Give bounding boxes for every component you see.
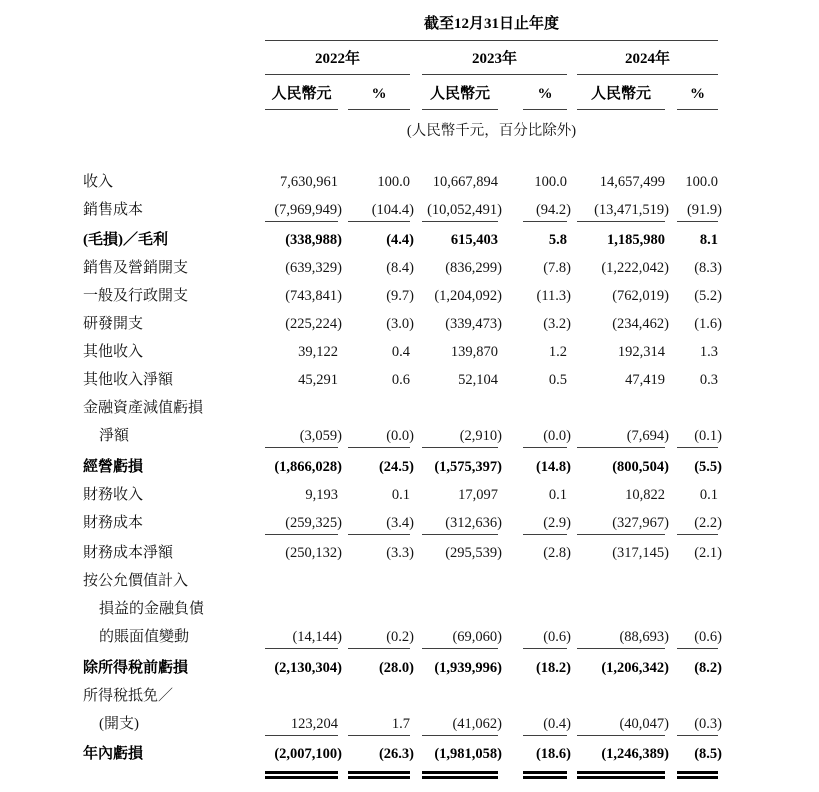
cell-value (677, 370, 718, 391)
cell-value (422, 258, 502, 279)
subcolumn-label: % (690, 86, 705, 102)
cell-value-text: (7.8) (543, 260, 571, 276)
cell-value-text: (2.2) (694, 514, 722, 531)
cell-value-text: 10,822 (625, 486, 665, 503)
row-label: 一般及行政開支 (83, 288, 189, 304)
subcolumn-header-row (83, 75, 718, 110)
cell-value (422, 314, 502, 335)
cell-value-text: (0.2) (386, 629, 414, 645)
cell-value-text: (800,504) (612, 458, 669, 475)
cell-value-text: (88,693) (619, 629, 669, 645)
subcolumn-header-rmb (422, 75, 498, 110)
cell-value-text: (14,144) (292, 629, 342, 645)
cell-value-text: 47,419 (625, 372, 665, 388)
cell-value-text: (0.0) (386, 428, 414, 444)
row-label: (開支) (99, 715, 139, 732)
row-label: 其他收入淨額 (83, 372, 174, 388)
cell-value-text: (1,981,058) (434, 746, 502, 762)
cell-value-text: (7,969,949) (274, 201, 342, 218)
cell-value (677, 485, 718, 506)
cell-value (348, 714, 410, 736)
cell-value-text: (14.8) (535, 458, 571, 475)
table-row (83, 540, 722, 568)
cell-value (523, 230, 567, 251)
cell-value (523, 286, 571, 307)
table-row (83, 654, 722, 682)
cell-value (677, 658, 722, 679)
year-label: 2024年 (624, 51, 670, 67)
cell-value-text: (11.3) (536, 288, 571, 304)
double-rule-cell (265, 771, 338, 779)
cell-value-text: (225,224) (285, 316, 342, 332)
cell-value (348, 286, 414, 307)
cell-value (422, 744, 502, 765)
row-label: 銷售成本 (83, 201, 144, 218)
period-header-row (265, 10, 718, 41)
cell-value (422, 658, 502, 679)
cell-value (422, 200, 502, 222)
cell-value (577, 342, 665, 363)
cell-value (577, 485, 665, 506)
cell-value (348, 426, 414, 448)
cell-value-text: (338,988) (285, 232, 342, 248)
table-row (83, 481, 718, 509)
row-label: 所得稅抵免／ (83, 687, 174, 704)
cell-value (577, 314, 669, 335)
cell-value (348, 513, 414, 535)
cell-value-text: 0.6 (391, 372, 410, 388)
cell-value (577, 200, 669, 222)
cell-value (265, 658, 342, 679)
cell-value (265, 744, 342, 765)
cell-value (523, 200, 571, 222)
cell-value-text: (2,910) (459, 428, 502, 444)
cell-value (348, 200, 414, 222)
cell-value-text: 0.1 (699, 486, 718, 503)
cell-value (348, 744, 414, 765)
table-row (83, 283, 722, 311)
table-row (83, 453, 722, 481)
subcolumn-label: % (371, 86, 387, 102)
cell-value-text: (339,473) (445, 316, 502, 332)
cell-value-text: (2,130,304) (274, 659, 342, 676)
cell-value-text: 10,667,894 (432, 173, 498, 190)
cell-value-text: (1,575,397) (434, 458, 502, 475)
cell-value (523, 513, 571, 535)
cell-value-text: (639,329) (285, 260, 342, 276)
cell-value (677, 286, 722, 307)
cell-value (523, 658, 571, 679)
cell-value (348, 658, 414, 679)
table-row (83, 710, 722, 741)
cell-value-text: 45,291 (298, 372, 338, 388)
table-row (83, 168, 718, 196)
cell-value (348, 314, 414, 335)
cell-value-text: (1,866,028) (274, 458, 342, 475)
cell-value-text: (7,694) (626, 428, 669, 444)
cell-value-text: (91.9) (686, 201, 722, 218)
cell-value (265, 258, 342, 279)
cell-value (677, 172, 718, 193)
double-rule-bar (422, 771, 498, 779)
cell-value (265, 714, 338, 736)
cell-value (265, 513, 342, 535)
cell-value-text: 5.8 (548, 232, 567, 248)
subcolumn-label: 人民幣元 (429, 86, 490, 102)
cell-value (677, 342, 718, 363)
row-label: 年內虧損 (83, 746, 144, 762)
row-label: 銷售及營銷開支 (83, 260, 189, 276)
cell-value (348, 258, 414, 279)
cell-value (677, 314, 722, 335)
cell-value-text: 1.7 (391, 715, 410, 732)
cell-value (422, 230, 498, 251)
cell-value-text: (3.3) (386, 545, 414, 561)
cell-value-text: (0.4) (543, 715, 571, 732)
cell-value-text: (3.0) (386, 316, 414, 332)
cell-value (265, 627, 342, 649)
cell-value (265, 230, 342, 251)
period-header-label: 截至12月31日止年度 (423, 16, 559, 32)
cell-value (348, 370, 410, 391)
cell-value (265, 342, 338, 363)
table-row (83, 423, 722, 454)
cell-value (577, 258, 669, 279)
cell-value (422, 457, 502, 478)
cell-value (422, 286, 502, 307)
cell-value (265, 200, 342, 222)
cell-value (577, 370, 665, 391)
table-row-label-line (83, 395, 718, 423)
cell-value (577, 513, 669, 535)
year-header-2022 (265, 41, 410, 75)
cell-value-text: (1.6) (694, 316, 722, 332)
cell-value (422, 714, 502, 736)
cell-value-text: (3.4) (386, 514, 414, 531)
double-rule-bar (577, 771, 665, 779)
cell-value (577, 658, 669, 679)
cell-value-text: 52,104 (458, 372, 498, 388)
cell-value (677, 513, 722, 535)
cell-value-text: 9,193 (305, 486, 338, 503)
cell-value (523, 744, 571, 765)
table-row (83, 367, 718, 395)
table-row (83, 227, 718, 255)
cell-value-text: (69,060) (452, 629, 502, 645)
double-rule-bar (348, 771, 410, 779)
table-row-label-line (83, 682, 718, 710)
cell-value-text: (743,841) (285, 288, 342, 304)
cell-value-text: (26.3) (378, 746, 414, 762)
cell-value-text: (312,636) (445, 514, 502, 531)
cell-value-text: (18.6) (535, 746, 571, 762)
cell-value (677, 457, 722, 478)
cell-value-text: (2.1) (694, 545, 722, 561)
cell-value-text: (327,967) (612, 514, 669, 531)
cell-value-text: (0.6) (543, 629, 571, 645)
cell-value-text: 0.1 (391, 486, 410, 503)
cell-value-text: (24.5) (378, 458, 414, 475)
row-label: 經營虧損 (83, 458, 144, 475)
cell-value (677, 744, 722, 765)
cell-value-text: 0.4 (391, 344, 410, 360)
cell-value-text: 0.1 (548, 486, 567, 503)
cell-value (577, 627, 669, 649)
cell-value-text: (3,059) (299, 428, 342, 444)
cell-value (422, 485, 498, 506)
cell-value-text: (295,539) (445, 545, 502, 561)
cell-value (523, 543, 571, 564)
cell-value (677, 258, 722, 279)
table-row (83, 311, 722, 339)
cell-value (265, 485, 338, 506)
subcolumn-header-pct (523, 75, 567, 110)
year-label: 2022年 (314, 51, 360, 67)
double-rule-bar (265, 771, 338, 779)
cell-value (422, 627, 502, 649)
subcolumn-header-pct (677, 75, 718, 110)
row-label: 財務成本 (83, 514, 144, 531)
cell-value (422, 172, 498, 193)
cell-value-text: 1,185,980 (607, 232, 665, 248)
cell-value-text: 100.0 (685, 173, 718, 190)
subcolumn-header-pct (348, 75, 410, 110)
cell-value (523, 627, 571, 649)
cell-value (265, 426, 342, 448)
cell-value-text: 0.5 (548, 372, 567, 388)
subcolumn-header-rmb (265, 75, 338, 110)
table-row-label-line (83, 568, 718, 596)
cell-value-text: (2,007,100) (274, 746, 342, 762)
cell-value-text: (8.2) (694, 659, 722, 676)
double-rule-bar (523, 771, 567, 779)
cell-value-text: 14,657,499 (599, 173, 665, 190)
cell-value (523, 457, 571, 478)
cell-value-text: (94.2) (535, 201, 571, 218)
cell-value-text: (0.1) (694, 428, 722, 444)
cell-value-text: (1,222,042) (601, 260, 669, 276)
row-label: (毛損)／毛利 (83, 232, 168, 248)
cell-value-text: (1,939,996) (434, 659, 502, 676)
subcolumn-label: 人民幣元 (590, 86, 651, 102)
cell-value (348, 457, 414, 478)
cell-value-text: (317,145) (612, 545, 669, 561)
unit-note-row (265, 110, 718, 142)
table-row (83, 741, 722, 769)
total-double-rule-row (83, 769, 718, 783)
cell-value (265, 172, 338, 193)
cell-value-text: 139,870 (450, 344, 498, 360)
cell-value-text: (1,206,342) (601, 659, 669, 676)
cell-value-text: 192,314 (617, 344, 665, 360)
cell-value-text: 0.3 (699, 372, 718, 388)
cell-value (265, 314, 342, 335)
cell-value-text: (9.7) (386, 288, 414, 304)
cell-value (577, 457, 669, 478)
cell-value-text: 8.1 (699, 232, 718, 248)
cell-value (523, 314, 571, 335)
cell-value (348, 172, 410, 193)
cell-value (348, 627, 414, 649)
cell-value-text: (4.4) (386, 232, 414, 248)
year-header-row (83, 41, 718, 75)
cell-value (422, 426, 502, 448)
cell-value (348, 230, 414, 251)
row-label: 其他收入 (83, 344, 144, 360)
cell-value (577, 744, 669, 765)
cell-value-text: (1,204,092) (434, 288, 502, 304)
double-rule-bar (677, 771, 718, 779)
cell-value (523, 258, 571, 279)
cell-value-text: (0.3) (694, 715, 722, 732)
double-rule-cell (523, 771, 567, 779)
cell-value-text: 39,122 (298, 344, 338, 360)
cell-value-text: 100.0 (377, 173, 410, 190)
cell-value-text: (41,062) (452, 715, 502, 732)
double-rule-cell (677, 771, 718, 779)
cell-value (348, 543, 414, 564)
cell-value (677, 627, 722, 649)
cell-value (523, 485, 567, 506)
cell-value-text: (259,325) (285, 514, 342, 531)
cell-value-text: 17,097 (458, 486, 498, 503)
cell-value (422, 543, 502, 564)
row-label: 損益的金融負債 (99, 601, 205, 617)
table-row (83, 339, 718, 367)
cell-value (577, 172, 665, 193)
cell-value-text: 615,403 (450, 232, 498, 248)
row-label: 金融資產減值虧損 (83, 400, 204, 416)
cell-value (577, 230, 665, 251)
cell-value (677, 200, 722, 222)
cell-value (523, 342, 567, 363)
subcolumn-label: % (537, 86, 553, 102)
cell-value (422, 342, 498, 363)
cell-value (677, 543, 722, 564)
cell-value-text: (8.5) (694, 746, 722, 762)
year-header-2023 (422, 41, 567, 75)
cell-value (677, 230, 718, 251)
cell-value-text: (18.2) (535, 659, 571, 676)
cell-value (422, 370, 498, 391)
row-label: 的賬面值變動 (99, 629, 190, 645)
table-row (83, 196, 722, 227)
cell-value-text: (104.4) (371, 201, 414, 218)
row-label: 財務收入 (83, 486, 144, 503)
cell-value-text: (250,132) (285, 545, 342, 561)
cell-value-text: (3.2) (543, 316, 571, 332)
cell-value (523, 370, 567, 391)
row-label: 除所得稅前虧損 (83, 659, 189, 676)
table-row (83, 624, 722, 655)
cell-value (265, 543, 342, 564)
cell-value-text: (8.3) (694, 260, 722, 276)
cell-value-text: (836,299) (445, 260, 502, 276)
cell-value-text: 1.2 (548, 344, 567, 360)
cell-value (677, 426, 722, 448)
row-label: 淨額 (99, 428, 130, 444)
double-rule-cell (348, 771, 410, 779)
cell-value-text: (1,246,389) (601, 746, 669, 762)
cell-value-text: (13,471,519) (594, 201, 669, 218)
cell-value-text: 123,204 (290, 715, 338, 732)
cell-value-text: (8.4) (386, 260, 414, 276)
cell-value-text: (0.6) (694, 629, 722, 645)
table-row (83, 509, 722, 540)
cell-value-text: (762,019) (612, 288, 669, 304)
unit-note: (人民幣千元，百分比除外) (406, 123, 577, 139)
row-label: 按公允價值計入 (83, 573, 189, 589)
cell-value-text: (234,462) (612, 316, 669, 332)
cell-value (577, 543, 669, 564)
cell-value-text: (10,052,491) (427, 201, 502, 218)
cell-value (523, 172, 567, 193)
year-label: 2023年 (471, 51, 517, 67)
cell-value-text: (5.2) (694, 288, 722, 304)
cell-value (523, 426, 571, 448)
cell-value (577, 426, 669, 448)
cell-value (265, 457, 342, 478)
cell-value (422, 513, 502, 535)
cell-value-text: (5.5) (694, 458, 722, 475)
cell-value-text: (2.9) (543, 514, 571, 531)
double-rule-cell (422, 771, 498, 779)
row-label: 收入 (83, 173, 114, 190)
cell-value-text: (28.0) (378, 659, 414, 676)
cell-value (265, 370, 338, 391)
cell-value (265, 286, 342, 307)
cell-value (348, 485, 410, 506)
cell-value (577, 286, 669, 307)
subcolumn-header-rmb (577, 75, 665, 110)
cell-value (577, 714, 669, 736)
cell-value (523, 714, 571, 736)
double-rule-cell (577, 771, 665, 779)
cell-value-text: (40,047) (619, 715, 669, 732)
cell-value-text: 100.0 (534, 173, 567, 190)
year-header-2024 (577, 41, 718, 75)
cell-value-text: 7,630,961 (280, 173, 338, 190)
table-body (83, 168, 722, 783)
cell-value (677, 714, 722, 736)
table-row-label-line (83, 596, 718, 624)
cell-value-text: (0.0) (543, 428, 571, 444)
cell-value (348, 342, 410, 363)
table-row (83, 255, 722, 283)
cell-value-text: (2.8) (543, 545, 571, 561)
row-label: 財務成本淨額 (83, 545, 174, 561)
subcolumn-label: 人民幣元 (271, 86, 332, 102)
row-label: 研發開支 (83, 316, 144, 332)
cell-value-text: 1.3 (699, 344, 718, 360)
